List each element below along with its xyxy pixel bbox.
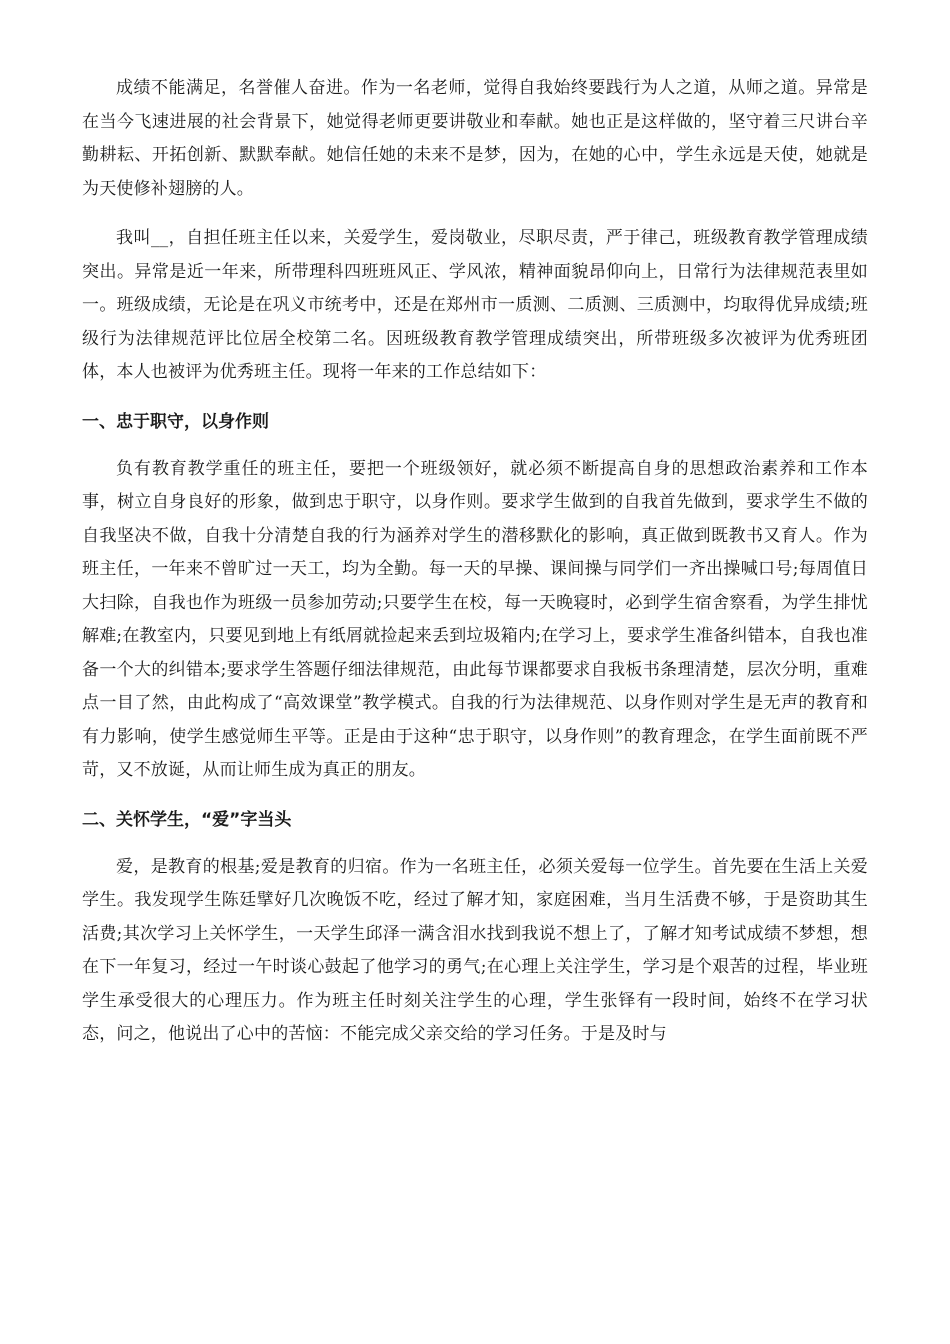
intro-paragraph-2: 我叫__，自担任班主任以来，关爱学生，爱岗敬业，尽职尽责，严于律己，班级教育教学管理成绩突出。异常是近一年来，所带理科四班班风正、学风浓，精神面貌昂仰向上，日常行为法律规范表里如一。班级成绩，无论是在巩义市统考中，还是在郑州市一质测、二质测、三质测中，均取得优异成绩;班级行为法律规范评比位居全校第二名。因班级教育教学管理成绩突出，所带班级多次被评为优秀班团体，本人也被评为优秀班主任。现将一年来的工作总结如下： xyxy=(82,228,868,382)
section-1-body: 负有教育教学重任的班主任，要把一个班级领好，就必须不断提高自身的思想政治素养和工作本事，树立自身良好的形象，做到忠于职守，以身作则。要求学生做到的自我首先做到，要求学生不做的自我坚决不做，自我十分清楚自我的行为涵养对学生的潜移默化的影响，真正做到既教书又育人。作为班主任，一年来不曾旷过一天工，均为全勤。每一天的早操、课间操与同学们一齐出操喊口号;每周值日大扫除，自我也作为班级一员参加劳动;只要学生在校，每一天晚寝时，必到学生宿舍察看，为学生排忧解难;在教室内，只要见到地上有纸屑就捡起来丢到垃圾箱内;在学习上，要求学生准备纠错本，自我也准备一个大的纠错本;要求学生答题仔细法律规范，由此每节课都要求自我板书条理清楚，层次分明，重难点一目了然，由此构成了“高效课堂”教学模式。自我的行为法律规范、以身作则对学生是无声的教育和有力影响，使学生感觉师生平等。正是由于这种“忠于职守，以身作则”的教育理念，在学生面前既不严苛，又不放诞，从而让师生成为真正的朋友。 xyxy=(82,458,868,780)
section-2-body: 爱，是教育的根基;爱是教育的归宿。作为一名班主任，必须关爱每一位学生。首先要在生活上关爱学生。我发现学生陈廷擘好几次晚饭不吃，经过了解才知，家庭困难，当月生活费不够，于是资助其生活费;其次学习上关怀学生，一天学生邱泽一满含泪水找到我说不想上了，了解才知考试成绩不梦想，想在下一年复习，经过一午时谈心鼓起了他学习的勇气;在心理上关注学生，学习是个艰苦的过程，毕业班学生承受很大的心理压力。作为班主任时刻关注学生的心理，学生张铎有一段时间，始终不在学习状态，问之，他说出了心中的苦恼：不能完成父亲交给的学习任务。于是及时与 xyxy=(82,856,868,1044)
section-2-heading: 二、关怀学生，“爱”字当头 xyxy=(82,809,292,830)
section-1-heading: 一、忠于职守，以身作则 xyxy=(82,411,269,432)
intro-paragraph-1: 成绩不能满足，名誉催人奋进。作为一名老师，觉得自我始终要践行为人之道，从师之道。异常是在当今飞速进展的社会背景下，她觉得老师更要讲敬业和奉献。她也正是这样做的，坚守着三尺讲台辛勤耕耘、开拓创新、默默奉献。她信任她的未来不是梦，因为，在她的心中，学生永远是天使，她就是为天使修补翅膀的人。 xyxy=(82,78,868,199)
